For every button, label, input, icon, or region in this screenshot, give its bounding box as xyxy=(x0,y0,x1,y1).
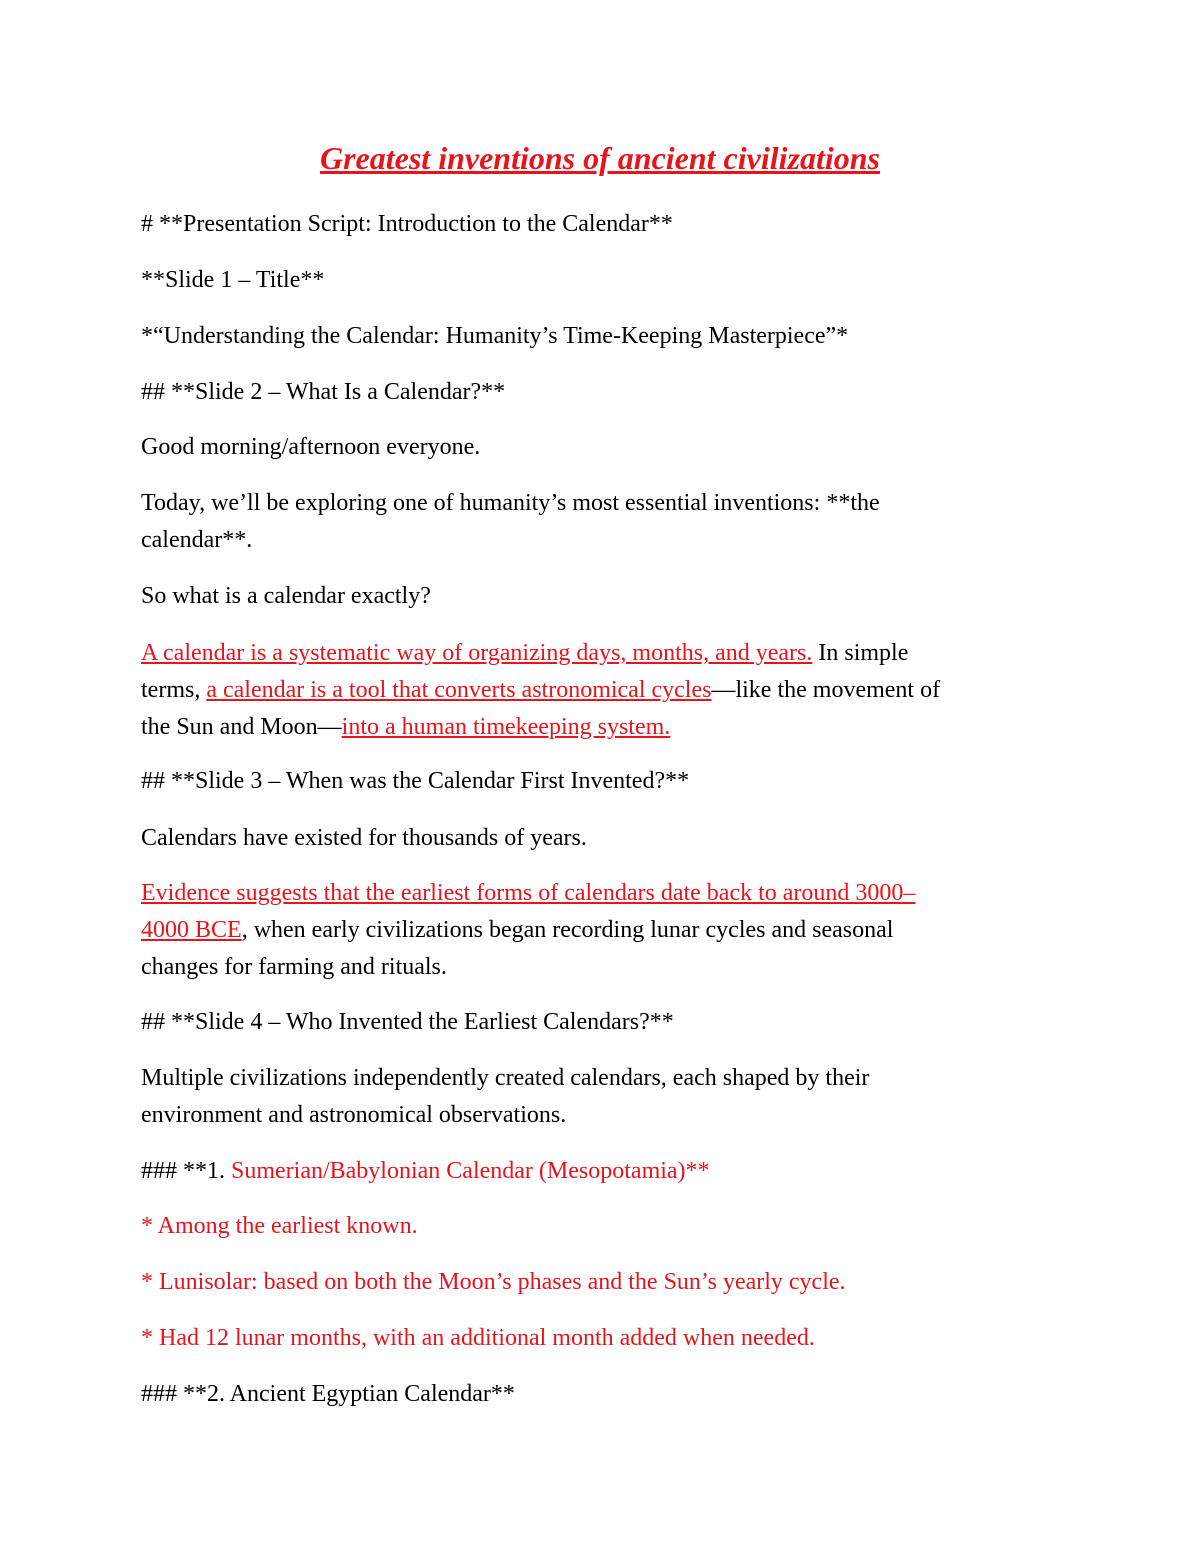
slide4-heading: ## **Slide 4 – Who Invented the Earliest Calendars?** xyxy=(141,1009,674,1035)
slide2-definition-paragraph xyxy=(141,635,1066,746)
script-heading: # **Presentation Script: Introduction to the Calendar** xyxy=(141,211,673,237)
section1-title: Sumerian/Babylonian Calendar (Mesopotamia)** xyxy=(231,1158,710,1184)
slide2-today-line1: Today, we’ll be exploring one of humanity’s most essential inventions: **the xyxy=(141,490,880,516)
definition-line1 xyxy=(141,635,1066,672)
definition-line3 xyxy=(141,709,1066,746)
definition-highlight-1: A calendar is a systematic way of organizing days, months, and years. xyxy=(141,640,813,666)
definition-text-3: —like the movement of xyxy=(711,677,941,703)
section1-heading xyxy=(141,1153,1066,1190)
slide2-question: So what is a calendar exactly? xyxy=(141,583,431,609)
definition-text-1: In simple xyxy=(812,640,909,666)
slide3-evidence-paragraph xyxy=(141,875,1066,986)
slide3-heading: ## **Slide 3 – When was the Calendar First Invented?** xyxy=(141,768,690,794)
definition-highlight-3: into a human timekeeping system. xyxy=(341,714,671,740)
slide4-paragraph xyxy=(141,1060,1066,1134)
evidence-line3: changes for farming and rituals. xyxy=(141,954,447,980)
slide4-line2: environment and astronomical observations. xyxy=(141,1102,567,1128)
evidence-highlight-1: Evidence suggests that the earliest forms of calendars date back to around 3000– xyxy=(141,880,916,906)
definition-text-2: terms, xyxy=(141,677,207,703)
evidence-line2 xyxy=(141,912,1066,949)
slide2-today-paragraph xyxy=(141,485,1066,559)
slide1-heading: **Slide 1 – Title** xyxy=(141,267,325,293)
section1-bullet: * Lunisolar: based on both the Moon’s phases and the Sun’s yearly cycle. xyxy=(141,1269,846,1295)
section1-prefix: ### **1. xyxy=(141,1158,231,1184)
slide2-today-line2: calendar**. xyxy=(141,527,253,553)
slide2-heading: ## **Slide 2 – What Is a Calendar?** xyxy=(141,379,506,405)
document-title: Greatest inventions of ancient civilizations xyxy=(319,140,880,176)
slide1-subtitle: *“Understanding the Calendar: Humanity’s Time-Keeping Masterpiece”* xyxy=(141,323,849,349)
section1-bullet: * Among the earliest known. xyxy=(141,1213,418,1239)
slide3-line: Calendars have existed for thousands of years. xyxy=(141,825,587,851)
slide4-line1: Multiple civilizations independently created calendars, each shaped by their xyxy=(141,1065,870,1091)
evidence-text-1: , when early civilizations began recording lunar cycles and seasonal xyxy=(241,917,894,943)
definition-highlight-2: a calendar is a tool that converts astronomical cycles xyxy=(206,677,712,703)
section1-bullet: * Had 12 lunar months, with an additional month added when needed. xyxy=(141,1325,815,1351)
slide2-greeting: Good morning/afternoon everyone. xyxy=(141,434,481,460)
definition-text-4: the Sun and Moon— xyxy=(141,714,342,740)
evidence-highlight-2: 4000 BCE xyxy=(141,917,242,943)
section2-heading: ### **2. Ancient Egyptian Calendar** xyxy=(141,1381,515,1407)
definition-line2 xyxy=(141,672,1066,709)
evidence-line1 xyxy=(141,875,1066,912)
